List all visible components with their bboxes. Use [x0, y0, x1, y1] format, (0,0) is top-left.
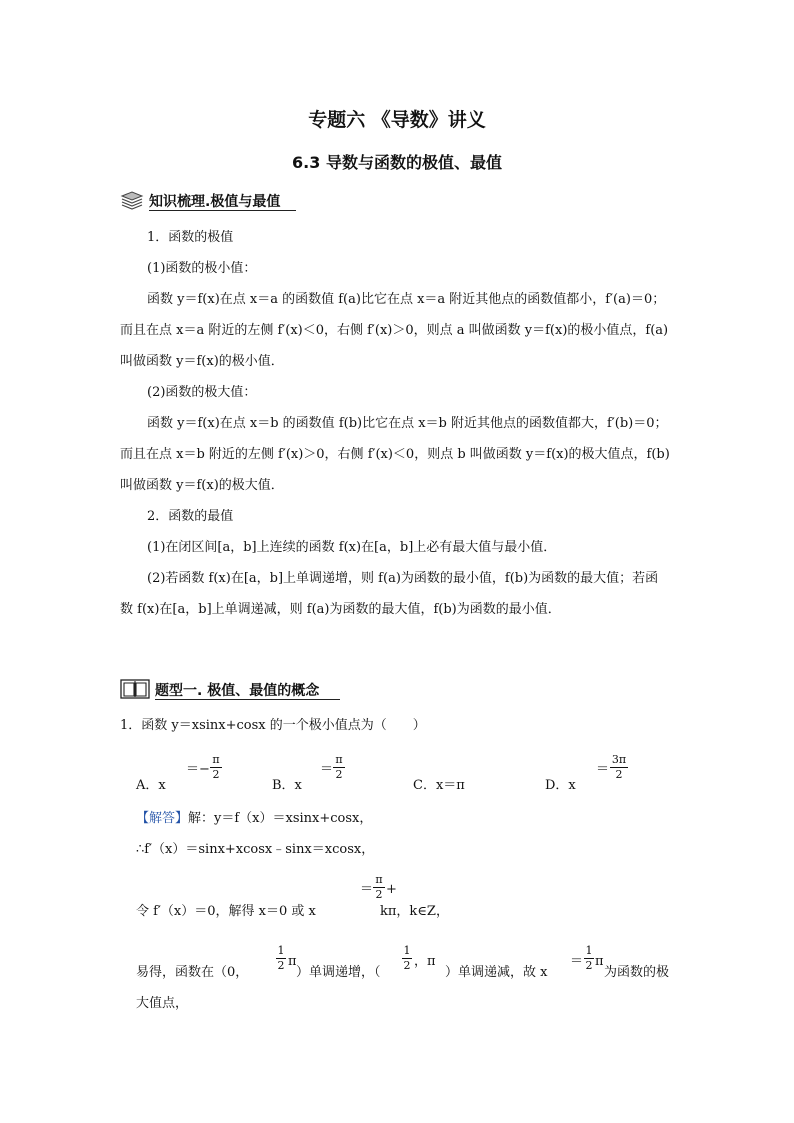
page-title: 专题六 《导数》讲义	[308, 109, 486, 131]
solution-fraction-half-1	[276, 945, 286, 972]
books-icon	[120, 190, 144, 210]
paragraph-line: 而且在点 x＝a 附近的左侧 f′(x)＜0，右侧 f′(x)＞0，则点 a 叫做函数 y＝f(x)的极小值点，f(a)	[120, 323, 669, 338]
pi-comma-pi: ，π	[414, 954, 436, 969]
pi-symbol: π	[288, 954, 297, 969]
solution-line-2: ∴f′（x）＝sinx+xcosx﹣sinx＝xcosx，	[136, 842, 375, 857]
section-heading-knowledge: 知识梳理.极值与最值	[149, 194, 281, 210]
question-stem: 1．函数 y＝xsinx+cosx 的一个极小值点为（ ）	[120, 718, 426, 733]
solution-tag: 【解答】	[136, 811, 189, 826]
paragraph-line: (2)函数的极大值：	[147, 385, 257, 400]
solution-line-3-plus: +	[386, 882, 397, 897]
option-d-eq: ＝	[596, 762, 610, 777]
solution-line-4-mid1: ）单调递增，（	[296, 965, 381, 980]
fraction-denominator: 2	[212, 768, 220, 781]
solution-line-3-pre: 令 f′（x）＝0，解得 x＝0 或 x	[136, 904, 316, 919]
solution-fraction-half-2	[402, 945, 412, 972]
solution-line-4-post: 为函数的极	[604, 965, 670, 980]
paragraph-line: 函数 y＝f(x)在点 x＝b 的函数值 f(b)比它在点 x＝b 附近其他点的函数值都大，f′(b)＝0；	[147, 416, 668, 431]
paragraph-line: 1．函数的极值	[147, 230, 234, 245]
fraction-numerator: π	[212, 753, 220, 766]
fraction-numerator: 1	[403, 944, 411, 957]
paragraph-line: 而且在点 x＝b 附近的左侧 f′(x)＞0，右侧 f′(x)＜0，则点 b 叫做函数 y＝f(x)的极大值点，f(b)	[120, 447, 670, 462]
option-a-fraction	[210, 754, 222, 781]
paragraph-line: (1)函数的极小值：	[147, 261, 257, 276]
solution-fraction-half-3	[584, 945, 594, 972]
solution-line-4-eq: ＝	[570, 954, 584, 969]
paragraph-line: (1)在闭区间[a，b]上连续的函数 f(x)在[a，b]上必有最大值与最小值．	[147, 540, 557, 555]
paragraph-line: (2)若函数 f(x)在[a，b]上单调递增，则 f(a)为函数的最小值，f(b)为函数的最大值；若函	[147, 571, 659, 586]
fraction-denominator: 2	[585, 959, 593, 972]
fraction-denominator: 2	[277, 959, 285, 972]
fraction-numerator: π	[335, 753, 343, 766]
fraction-denominator: 2	[375, 888, 383, 901]
option-a-eq: ＝−	[186, 762, 210, 777]
paragraph-line: 叫做函数 y＝f(x)的极大值．	[120, 478, 284, 493]
solution-line-4-pre: 易得，函数在（0，	[136, 965, 249, 980]
fraction-numerator: π	[375, 873, 383, 886]
paragraph-line: 叫做函数 y＝f(x)的极小值．	[120, 354, 284, 369]
fraction-numerator: 3π	[611, 753, 627, 766]
page-subtitle: 6.3 导数与函数的极值、最值	[292, 153, 502, 172]
section-underline	[155, 699, 340, 700]
option-b-eq: ＝	[320, 762, 334, 777]
solution-line-5: 大值点，	[136, 996, 189, 1011]
section-heading-question-type: 题型一. 极值、最值的概念	[155, 683, 320, 699]
solution-line-4-mid2: ）单调递减，故 x	[445, 965, 548, 980]
open-book-icon	[120, 678, 150, 700]
option-b-fraction	[333, 754, 345, 781]
solution-line-3-post: kπ，k∈Z，	[380, 904, 449, 919]
fraction-denominator: 2	[615, 768, 623, 781]
fraction-denominator: 2	[335, 768, 343, 781]
section-underline	[149, 210, 296, 211]
solution-line-1	[136, 809, 372, 829]
option-b-label: B．x	[272, 778, 302, 793]
option-d-label: D．x	[545, 778, 576, 793]
option-c-label: C．x＝π	[413, 778, 465, 793]
fraction-numerator: 1	[585, 944, 593, 957]
paragraph-line: 2．函数的最值	[147, 509, 234, 524]
fraction-denominator: 2	[403, 959, 411, 972]
solution-line-3-eq: ＝	[360, 882, 374, 897]
paragraph-line: 函数 y＝f(x)在点 x＝a 的函数值 f(a)比它在点 x＝a 附近其他点的函数值都小，f′(a)＝0；	[147, 292, 666, 307]
paragraph-line: 数 f(x)在[a，b]上单调递减，则 f(a)为函数的最大值，f(b)为函数的最小值．	[120, 602, 561, 617]
fraction-numerator: 1	[277, 944, 285, 957]
option-a-label: A．x	[136, 778, 166, 793]
pi-symbol: π	[595, 954, 604, 969]
solution-text: 解：y＝f（x）＝xsinx+cosx，	[188, 811, 373, 826]
option-d-fraction	[610, 754, 628, 781]
solution-fraction-pi-over-2	[373, 874, 385, 901]
